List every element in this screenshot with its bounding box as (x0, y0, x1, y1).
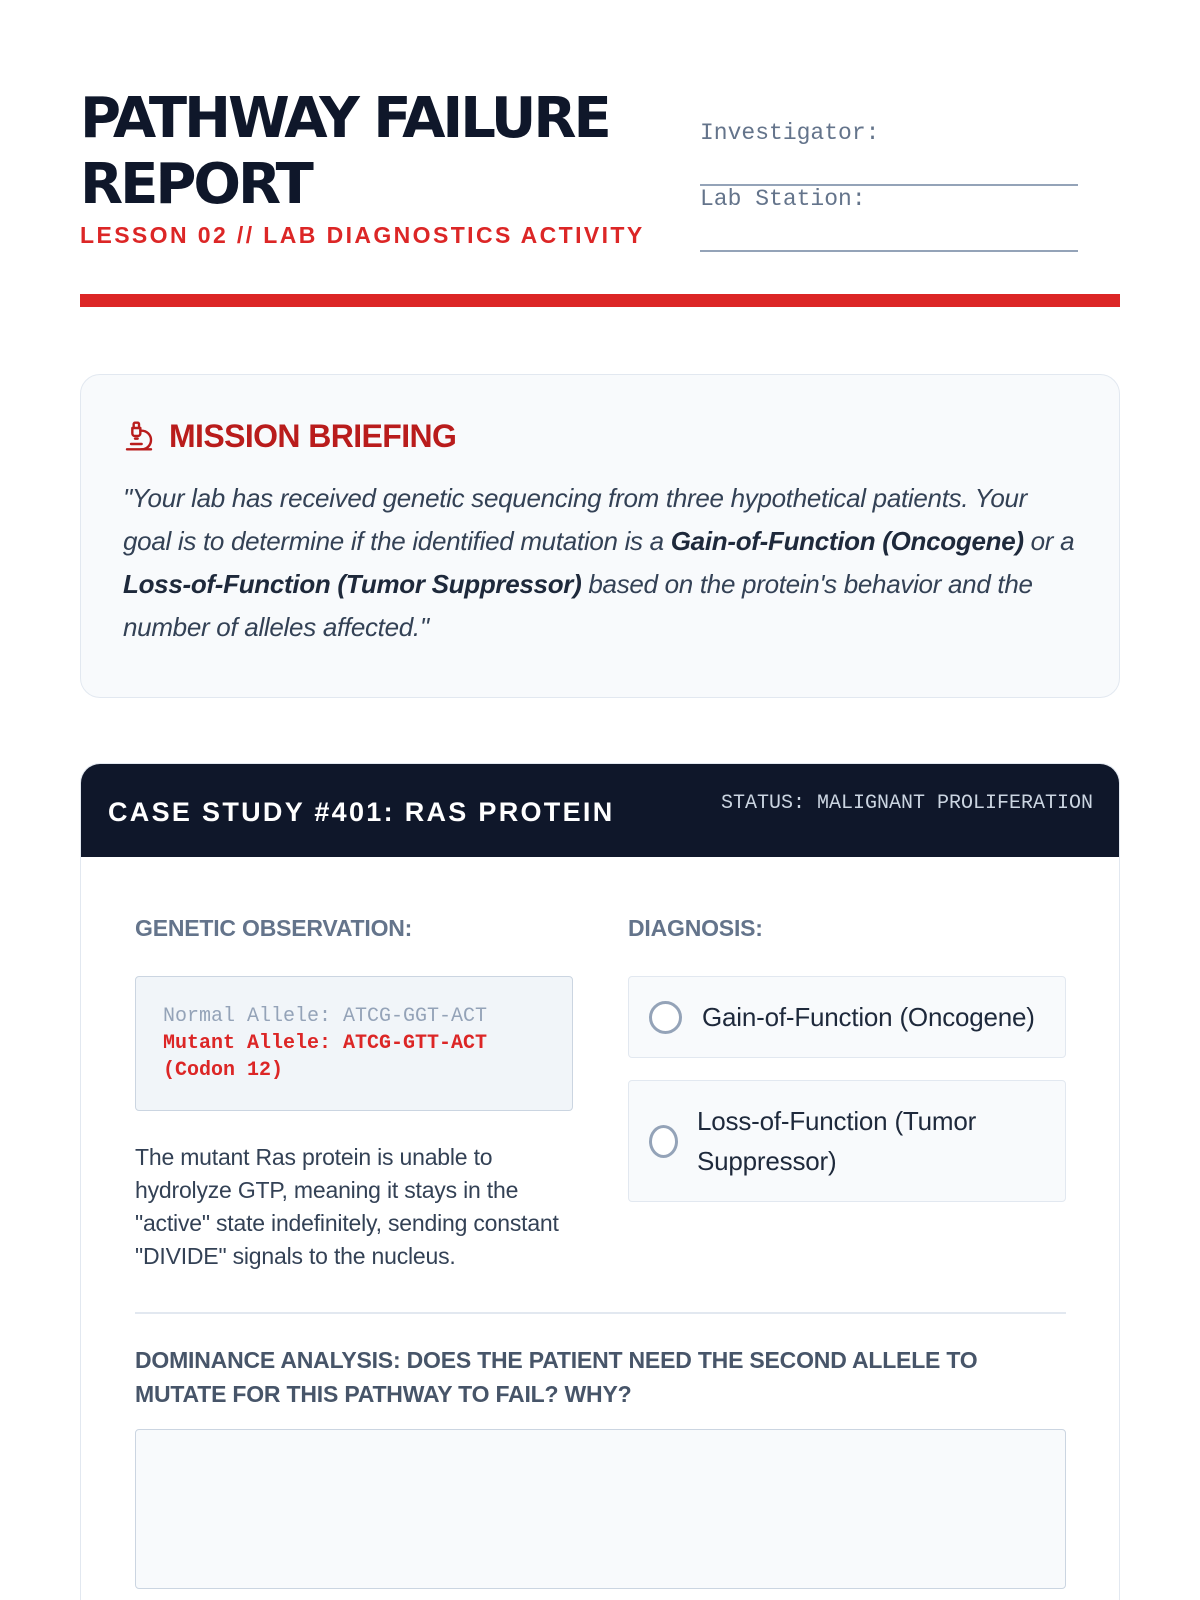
mutant-note: (Codon 12) (163, 1059, 284, 1082)
loss-of-function-term: Loss-of-Function (Tumor Suppressor) (123, 569, 582, 599)
case-status: STATUS: MALIGNANT PROLIFERATION (720, 792, 1093, 815)
investigator-label: Investigator: (700, 120, 880, 146)
dominance-analysis (135, 1343, 1066, 1594)
sequence-box (135, 976, 573, 1111)
diagnosis-label: DIAGNOSIS: (628, 915, 763, 941)
lesson-subtitle: LESSON 02 // LAB DIAGNOSTICS ACTIVITY (80, 222, 645, 248)
lab-station-label: Lab Station: (700, 186, 866, 212)
briefing-header (123, 417, 1077, 455)
diagnosis-option-loss-of-function[interactable] (628, 1080, 1066, 1202)
radio-button[interactable] (649, 1001, 682, 1034)
option-label: Gain-of-Function (Oncogene) (702, 1002, 1035, 1032)
case-study-header (81, 764, 1119, 857)
report-header (80, 80, 1120, 308)
observation-column (135, 915, 573, 1273)
mission-briefing-card (80, 374, 1120, 698)
meta-fields (700, 120, 1078, 252)
diagnosis-column (628, 915, 1066, 1202)
section-divider (135, 1312, 1066, 1314)
dominance-answer-input[interactable] (135, 1429, 1066, 1589)
lab-station-field[interactable] (700, 186, 1078, 252)
option-label: Loss-of-Function (Tumor Suppressor) (697, 1106, 977, 1176)
normal-allele: Normal Allele: ATCG-GGT-ACT (163, 1005, 488, 1028)
briefing-text: "Your lab has received genetic sequencing from three hypothetical patients. Your goal is to determine if the identified mutation is a Gain-of-Function (Oncogene) or a Loss-of-Function (Tumor Suppressor) based on the protein's behavior and the number of alleles affected." (123, 483, 1075, 642)
header-divider (80, 294, 1120, 307)
page-title: PATHWAY FAILURE REPORT (80, 86, 609, 217)
observation-text: The mutant Ras protein is unable to hydrolyze GTP, meaning it stays in the "active" state indefinitely, sending constant "DIVIDE" signals to the nucleus. (135, 1144, 559, 1269)
case-study-title: CASE STUDY #401: RAS PROTEIN (108, 797, 615, 827)
dominance-question: DOMINANCE ANALYSIS: DOES THE PATIENT NEED THE SECOND ALLELE TO MUTATE FOR THIS PATHWAY TO FAIL? WHY? (135, 1347, 978, 1407)
gain-of-function-term: Gain-of-Function (Oncogene) (670, 526, 1024, 556)
briefing-title: MISSION BRIEFING (169, 417, 457, 454)
radio-button[interactable] (649, 1125, 678, 1158)
investigator-field[interactable] (700, 120, 1078, 186)
case-study-card (80, 763, 1120, 1600)
mutant-allele: Mutant Allele: ATCG-GTT-ACT (163, 1032, 488, 1055)
observation-label: GENETIC OBSERVATION: (135, 915, 413, 941)
diagnosis-option-gain-of-function[interactable] (628, 976, 1066, 1058)
microscope-icon (123, 420, 155, 452)
